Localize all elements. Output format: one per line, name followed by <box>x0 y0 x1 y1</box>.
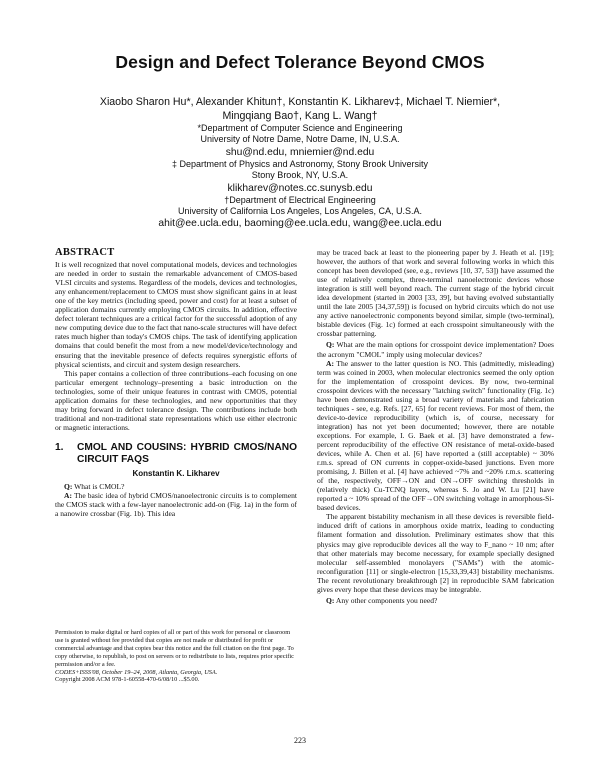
page-number: 223 <box>294 736 306 745</box>
affiliation-3-org: University of California Los Angeles, Los Angeles, CA, U.S.A. <box>177 206 423 217</box>
question-2 <box>317 340 554 358</box>
section-1-heading <box>55 442 297 466</box>
right-paragraph-1: may be traced back at least to the pioneering paper by J. Heath et al. [19]; however, the authors of that work and several following works in which this concept has been developed (see, e.g., reviews [10, 37, 53]) have assumed the use of relatively complex, three-terminal nanoelectronic devices whose integration is still well beyond reach. The current stage of the hybrid circuit idea development (started in 2003 [33, 39], but having evolved substantially until the late 2005 [34,37,59]) is focused on hybrid circuits which do not use any active nanoelectronic components beyond similar, simple (two-terminal), bistable devices (Fig. 1c) formed at each crosspoint simultaneously with the crossbar patterning. <box>317 248 554 339</box>
answer-label: A: <box>64 491 72 501</box>
conference-line: CODES+ISSS'08, October 19–24, 2008, Atlanta, Georgia, USA. <box>55 668 218 676</box>
affiliation-2-email: klikharev@notes.cc.sunysb.edu <box>227 182 373 194</box>
affiliation-1-dept: *Department of Computer Science and Engineering <box>197 123 403 133</box>
section-title: CMOL AND COUSINS: HYBRID CMOS/NANO CIRCUIT FAQS <box>77 441 297 465</box>
author-line-1: Xiaobo Sharon Hu*, Alexander Khitun†, Konstantin K. Likharev‡, Michael T. Niemier*, <box>99 96 501 108</box>
copyright-line: Copyright 2008 ACM 978-1-60558-470-6/08/10 ...$5.00. <box>55 676 200 684</box>
question-text: What are the main options for crosspoint device implementation? Does the acronym "CMOL" imply using molecular devices? <box>317 340 554 359</box>
right-column <box>317 248 554 605</box>
affiliation-1-org: University of Notre Dame, Notre Dame, IN, U.S.A. <box>200 134 400 145</box>
answer-text: The answer to the latter question is NO. This (admittedly, misleading) term was coined in 2003, when molecular electronics seemed the only option for the implementation of crosspoint devices. By now, two-terminal crosspoint devices with the necessary "latching switch" functionality (Fig. 1c) have been demonstrated using a broad variety of materials and fabrication techniques - see, e.g. Refs. [27, 65] for recent reviews. For most of them, the device-to-device reproducibility (which is, of course, necessary for integration) has not yet been documented; however, there are notable exceptions. For example, I. G. Baek et al. [3] have demonstrated a few-percent reproducibility of the effective ON resistance of metal-oxide-based devices, while A. Chen et al. [6] have reported a (still acceptable) ~ 30% r.m.s. spread of ON currents in copper-oxide-based junctions. Even more promising, J. Billen et al. [4] have achieved ~7% and ~20% r.m.s. scattering of the, respectively, OFF→ON and ON→OFF switching thresholds in (relatively thick) Cu-TCNQ layers, whereas S. Jo and W. Lu [21] have reported a ~ 10% spread of the OFF→ON switching voltage in amorphous-Si-based devices. <box>317 358 554 513</box>
affiliation-3-email: ahit@ee.ucla.edu, baoming@ee.ucla.edu, wang@ee.ucla.edu <box>158 218 442 230</box>
affiliation-2-org: Stony Brook, NY, U.S.A. <box>251 170 349 181</box>
affiliation-1-email: shu@nd.edu, mniemier@nd.edu <box>225 146 375 158</box>
answer-text: The basic idea of hybrid CMOS/nanoelectronic circuits is to complement the CMOS stack with a few-layer nanoelectronic add-on (Fig. 1a) in the form of a nanowire crossbar (Fig. 1b). This idea <box>55 491 297 519</box>
question-1 <box>55 482 297 491</box>
section-number: 1. <box>55 441 64 453</box>
question-text: Any other components you need? <box>335 595 438 605</box>
answer-2 <box>317 359 554 513</box>
answer-label: A: <box>326 358 334 368</box>
paper-title: Design and Defect Tolerance Beyond CMOS <box>115 52 485 72</box>
section-author: Konstantin K. Likharev <box>132 468 220 478</box>
author-block <box>30 96 570 230</box>
left-column <box>55 248 297 518</box>
answer-1 <box>55 491 297 518</box>
permission-footnote <box>55 629 297 684</box>
question-label: Q: <box>326 340 335 350</box>
abstract-heading: ABSTRACT <box>55 247 115 258</box>
abstract-paragraph-1: It is well recognized that novel computational models, devices and technologies are needed in order to sustain the remarkable advancement of CMOS-based VLSI circuits and systems. Regardless of the models, devices and technologies, any enhancement/replacement to CMOS must show significant gains in at least one of the key metrics (including speed, power and cost) for at least a subset of application domains currently employing CMOS circuits. In addition, effective defect tolerant techniques are a critical factor for the successful adoption of any new computing device due to the fact that nano-scale structures will have defect rates much higher than today's CMOS chips. The task of identifying application domains that could benefit the most from a new model/device/technology and ensuring that the inevitable presence of defects requires synergistic efforts of physical scientists, and circuit and system design researchers. <box>55 260 297 369</box>
right-paragraph-3: The apparent bistability mechanism in all these devices is reversible field-induced drift of cations in amorphous oxide matrix, leading to conducting filament formation and dissolution. Preliminary estimates show that this physics may give reproducible devices all the way to F_nano ~ 10 nm; after that other materials may become necessary, for example specially designed molecular self-assembled monolayers ("SAMs") with the atomic-reconfiguration [11] or single-electron [15,33,39,43] bistability mechanisms. The recent revolutionary breakthrough [2] in reproducible SAM fabrication gives every hope that these devices may be integrable. <box>317 512 554 594</box>
abstract-paragraph-2: This paper contains a collection of three contributions–each focusing on one particular emergent technology–presenting a basic introduction on the technologies, some of their unique features in contrast with CMOS, potential application domains for these technologies, and new opportunities that they may bring forward in defect tolerance design. The contributions include both traditional and non-traditional state representations which use either electronic or magnetic interactions. <box>55 368 297 432</box>
affiliation-3-dept: †Department of Electrical Engineering <box>224 194 376 205</box>
question-text: What is CMOL? <box>74 481 125 491</box>
affiliation-2-dept: ‡ Department of Physics and Astronomy, Stony Brook University <box>172 158 428 169</box>
question-label: Q: <box>64 481 73 491</box>
question-label: Q: <box>326 595 335 605</box>
author-line-2: Mingqiang Bao†, Kang L. Wang† <box>222 109 378 122</box>
question-3 <box>317 596 554 605</box>
permission-text: Permission to make digital or hard copies of all or part of this work for personal or classroom use is granted without fee provided that copies are not made or distributed for profit or commercial advantage and that copies bear this notice and the full citation on the first page. To copy otherwise, to republish, to post on servers or to redistribute to lists, requires prior specific permission and/or a fee. <box>55 629 294 668</box>
